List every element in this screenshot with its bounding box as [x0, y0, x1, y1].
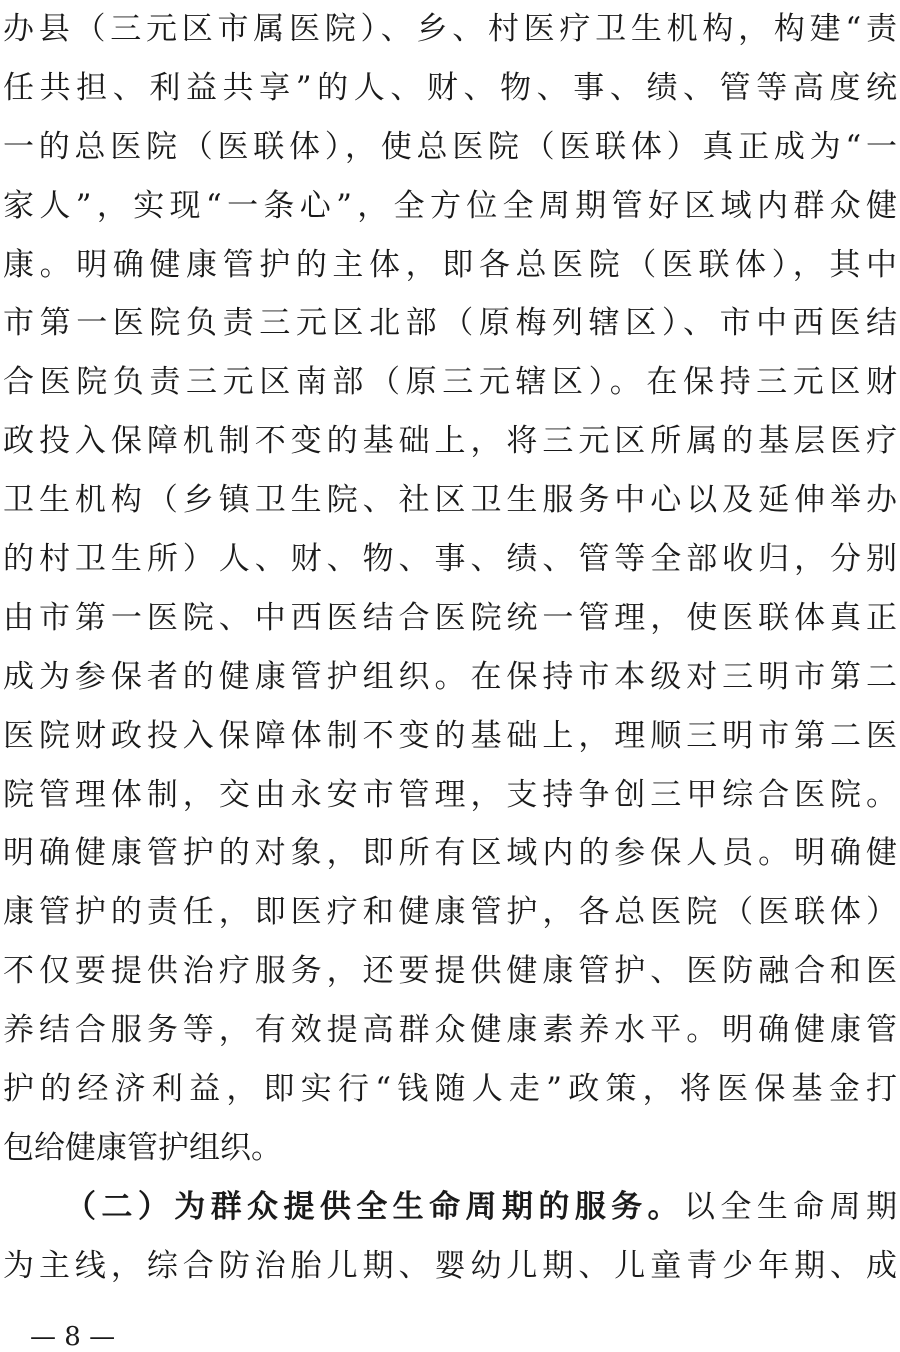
text-line: 不仅要提供治疗服务，还要提供健康管护、医防融合和医 — [3, 953, 897, 990]
page-number: — 8 — — [30, 1322, 116, 1352]
text-line: 护的经济利益，即实行“钱随人走”政策，将医保基金打 — [3, 1071, 897, 1108]
text-line: 养结合服务等，有效提高群众健康素养水平。明确健康管 — [3, 1012, 897, 1049]
text-line: 成为参保者的健康管护组织。在保持市本级对三明市第二 — [3, 658, 897, 695]
text-line: 的村卫生所）人、财、物、事、绩、管等全部收归，分别 — [3, 541, 897, 578]
text-line: 医院财政投入保障体制不变的基础上，理顺三明市第二医 — [3, 717, 897, 754]
section-heading-rest: 以全生命周期 — [683, 1188, 897, 1225]
text-line: 一的总医院（医联体），使总医院（医联体）真正成为“一 — [3, 128, 897, 165]
text-line: 康管护的责任，即医疗和健康管护，各总医院（医联体） — [3, 894, 897, 931]
text-line: 为主线，综合防治胎儿期、婴幼儿期、儿童青少年期、成 — [3, 1247, 897, 1284]
text-line: 政投入保障机制不变的基础上，将三元区所属的基层医疗 — [3, 423, 897, 460]
text-line: 家人”，实现“一条心”，全方位全周期管好区域内群众健 — [3, 187, 897, 224]
text-line: 卫生机构（乡镇卫生院、社区卫生服务中心以及延伸举办 — [3, 482, 897, 519]
text-line: 由市第一医院、中西医结合医院统一管理，使医联体真正 — [3, 599, 897, 636]
text-line: 明确健康管护的对象，即所有区域内的参保人员。明确健 — [3, 835, 897, 872]
body-text — [3, 0, 897, 1296]
text-line: 院管理体制，交由永安市管理，支持争创三甲综合医院。 — [3, 776, 897, 813]
paragraph-last-line: 包给健康管护组织。 — [3, 1129, 282, 1166]
section-heading-line — [3, 1178, 897, 1237]
text-line: 任共担、利益共享”的人、财、物、事、绩、管等高度统 — [3, 69, 897, 106]
text-line: 办县（三元区市属医院）、乡、村医疗卫生机构，构建“责 — [3, 11, 897, 47]
text-line: 市第一医院负责三元区北部（原梅列辖区）、市中西医结 — [3, 305, 897, 342]
text-line: 康。明确健康管护的主体，即各总医院（医联体），其中 — [3, 246, 897, 283]
section-heading: （二）为群众提供全生命周期的服务。 — [65, 1188, 684, 1225]
text-line: 合医院负责三元区南部（原三元辖区）。在保持三元区财 — [3, 364, 897, 401]
